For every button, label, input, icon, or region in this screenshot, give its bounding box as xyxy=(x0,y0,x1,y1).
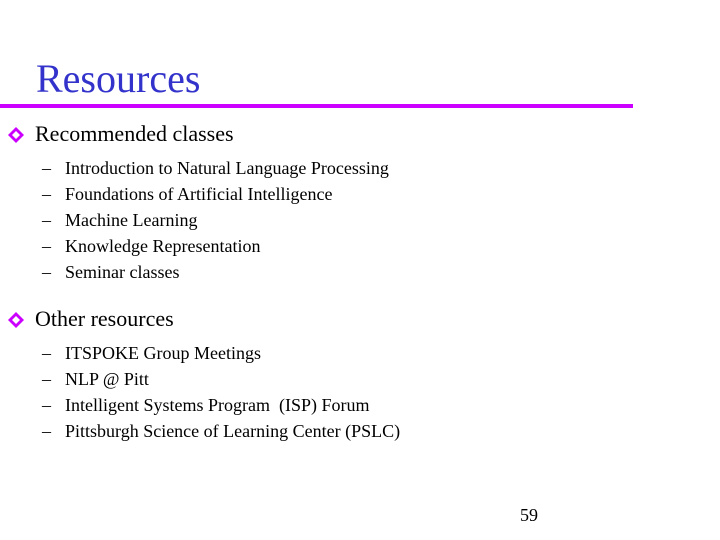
list-item-text: ITSPOKE Group Meetings xyxy=(65,343,261,363)
list-item xyxy=(0,259,720,285)
dash-bullet-icon: – xyxy=(42,210,51,230)
list-item-text: Foundations of Artificial Intelligence xyxy=(65,184,333,204)
section-heading xyxy=(0,119,720,151)
section-label: Other resources xyxy=(35,306,174,331)
list-item-text: Introduction to Natural Language Processing xyxy=(65,158,389,178)
list-item-text: NLP @ Pitt xyxy=(65,369,149,389)
list-item xyxy=(0,366,720,392)
list-item xyxy=(0,181,720,207)
section-heading xyxy=(0,304,720,336)
list-item-text: Machine Learning xyxy=(65,210,198,230)
title-underline xyxy=(0,104,633,108)
list-item-text: Pittsburgh Science of Learning Center (PSLC) xyxy=(65,421,401,441)
sub-list xyxy=(0,155,720,285)
dash-bullet-icon: – xyxy=(42,369,51,389)
section-label: Recommended classes xyxy=(35,121,234,146)
dash-bullet-icon: – xyxy=(42,236,51,256)
list-item-text: Intelligent Systems Program (ISP) Forum xyxy=(65,395,370,415)
section-recommended-classes xyxy=(0,119,720,281)
dash-bullet-icon: – xyxy=(42,158,51,178)
dash-bullet-icon: – xyxy=(42,395,51,415)
list-item xyxy=(0,340,720,366)
dash-bullet-icon: – xyxy=(42,184,51,204)
page-number: 59 xyxy=(520,505,538,525)
list-item xyxy=(0,392,720,418)
diamond-bullet-icon xyxy=(8,127,24,143)
list-item xyxy=(0,418,720,444)
list-item-text: Knowledge Representation xyxy=(65,236,261,256)
list-item xyxy=(0,233,720,259)
list-item xyxy=(0,207,720,233)
dash-bullet-icon: – xyxy=(42,421,51,441)
sub-list xyxy=(0,340,720,444)
list-item xyxy=(0,155,720,181)
list-item-text: Seminar classes xyxy=(65,262,180,282)
diamond-bullet-icon xyxy=(8,312,24,328)
dash-bullet-icon: – xyxy=(42,343,51,363)
dash-bullet-icon: – xyxy=(42,262,51,282)
slide-title: Resources xyxy=(36,56,201,101)
section-other-resources xyxy=(0,304,720,440)
